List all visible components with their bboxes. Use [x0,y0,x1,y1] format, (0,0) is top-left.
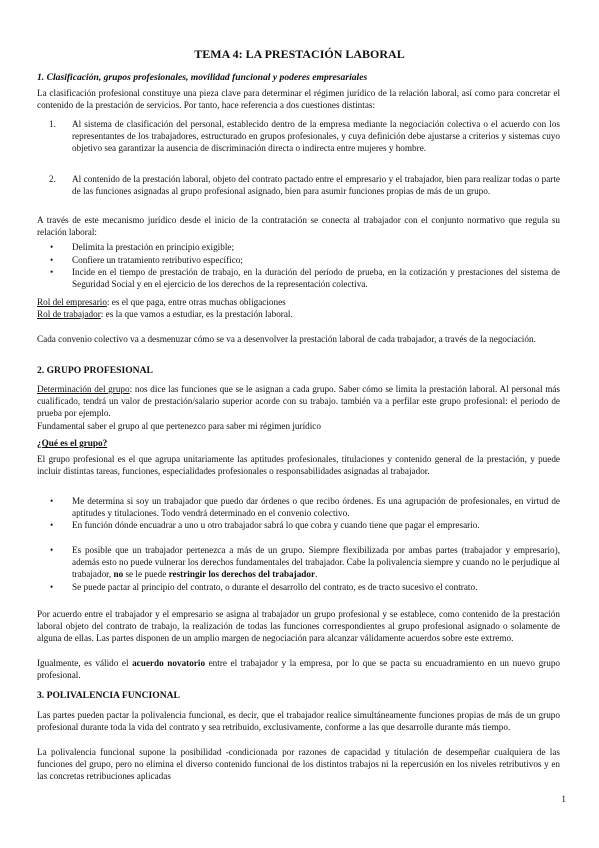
rol-trabajador-label: Rol de trabajador [37,309,101,319]
bullet-bold-no: no [113,569,124,580]
definition-paragraph: El grupo profesional es el que agrupa unitariamente las aptitudes profesionales, titulaciones y contenido general de la prestación, y puede incluir distintas tareas, funciones, especialidades profesionales o responsabilidades asignadas al trabajador. [37,454,560,477]
bullet-item: Me determina si soy un trabajador que puedo dar órdenes o que recibo órdenes. Es una agrupación de profesionales, en virtud de aptitudes y titulaciones. Todo vendrá determinado en el convenio colectivo. [72,496,560,519]
polivalencia-paragraph-2: La polivalencia funcional supone la posibilidad -condicionada por razones de capacidad y titulación de desempeñar cualquiera de las funciones del grupo, pero no elimina el diverso contenido funcional de los distintos trabajos ni la repercusión en los niveles retributivos y en las concretas retribuciones aplicadas [37,747,560,782]
page-title: TEMA 4: LA PRESTACIÓN LABORAL [194,47,405,61]
bullet-item: Incide en el tiempo de prestación de trabajo, en la duración del período de prueba, en la cotización y prestaciones del sistema de Seguridad Social y en el ejercicio de los derechos de la representación colectiva. [72,267,560,290]
que-es-heading: ¿Qué es el grupo? [37,438,108,448]
bullet-item: En función dónde encuadrar a uno u otro trabajador sabrá lo que cobra y cuando tiene que pagar el empresario. [72,520,480,530]
fundamental-line: Fundamental saber el grupo al que pertenezco para saber mi régimen jurídico [37,421,321,431]
rol-trabajador-text: : es la que vamos a estudiar, es la prestación laboral. [100,309,293,319]
bullet-item: Delimita la prestación en principio exigible; [72,242,235,252]
bullet-item: Se puede pactar al principio del contrato, o durante el desarrollo del contrato, es de tracto sucesivo el contrato. [72,582,478,592]
mechanism-paragraph: A través de este mecanismo jurídico desde el inicio de la contratación se conecta al trabajador con el conjunto normativo que regula su relación laboral: [37,215,560,238]
bullet-text-part: se le puede [123,569,169,580]
novatorio-text: Igualmente, es válido el [37,658,133,668]
acuerdo-paragraph: Por acuerdo entre el trabajador y el empresario se asigna al trabajador un grupo profesional y se establece, como contenido de la prestación laboral objeto del contrato de trabajo, la realización de todas las funciones correspondientes al grupo profesional asignado o solamente de alguna de ellas. Las partes disponen de un amplio margen de negociación para alcanzar válidamente acuerdos sobre este extremo. [37,609,560,644]
section-1-intro: La clasificación profesional constituye una pieza clave para determinar el régimen jurídico de la relación laboral, así como para concretar el contenido de la prestación de servicios. Por tanto, hace referencia a dos cuestiones distintas: [37,88,560,111]
bullet-icon: • [50,496,54,506]
novatorio-bold: acuerdo novatorio [132,658,206,668]
bullet-text-part: Es posible que un trabajador pertenezca a más de un grupo. Siempre flexibilizada por ambas partes (trabajador y empresario), además esto no puede vulnerar los derechos fundamentales del trabajador. Cabe la polivalencia siempre y cuando no le perjudique al trabajador, [72,545,560,580]
list-item: Al contenido de la prestación laboral, objeto del contrato pactado entre el empresario y el trabajador, bien para realizar todas o parte de las funciones asignadas al grupo profesional asignado, bien para asumir funciones propias de más de un grupo. [72,174,560,197]
determinacion-label: Determinación del grupo [37,384,130,394]
list-number: 1. [49,119,56,129]
determinacion-text: : nos dice las funciones que se le asignan a cada grupo. Saber cómo se limita la prestación laboral. Al personal más cualificado, tendrá un valor de prestación/salario superior acorde con su trabajo. también va a perfilar este grupo profesional: el periodo de prueba por ejemplo. [37,384,560,419]
bullet-icon: • [50,582,54,592]
section-1-heading [37,72,560,84]
polivalencia-paragraph-1: Las partes pueden pactar la polivalencia funcional, es decir, que el trabajador realice simultáneamente funciones propias de más de un grupo profesional durante toda la vida del contrato y sea retribuido, exclusivamente, conforme a las que desarrolle durante más tiempo. [37,710,560,733]
bullet-icon: • [50,255,54,265]
rol-empresario-label: Rol del empresario [37,297,107,307]
list-number: 2. [49,174,56,184]
rol-trabajador [37,308,560,320]
determinacion-paragraph [37,383,560,419]
rol-empresario [37,296,560,308]
rol-empresario-text: : es el que paga, entre otras muchas obligaciones [106,297,286,307]
section-2-heading: 2. GRUPO PROFESIONAL [37,365,153,376]
bullet-item [72,544,560,580]
section-3-heading: 3. POLIVALENCIA FUNCIONAL [37,690,180,701]
bullet-item: Confiere un tratamiento retributivo específico; [72,255,243,265]
novatorio-text: entre el trabajador y la empresa, por lo que se pacta su encuadramiento en un nuevo grupo profesional. [37,658,561,681]
novatorio-paragraph [37,657,560,681]
bullet-icon: • [50,242,54,252]
bullet-icon: • [50,545,54,555]
convenio-paragraph: Cada convenio colectivo va a desmenuzar cómo se va a desenvolver la prestación laboral de cada trabajador, a través de la negociación. [37,334,536,344]
section-1-heading-text: 1. Clasificación, grupos profesionales, movilidad funcional y poderes empresariales [37,72,368,83]
bullet-bold-text: restringir los derechos del trabajador [168,569,316,580]
page-number: 1 [561,794,566,804]
bullet-text-part: . [315,569,318,580]
bullet-icon: • [50,267,54,277]
bullet-icon: • [50,520,54,530]
list-item: Al sistema de clasificación del personal, establecido dentro de la empresa mediante la negociación colectiva o el acuerdo con los representantes de los trabajadores, estructurado en grupos profesionales, y cuya definición debe ajustarse a criterios y sistemas cuyo objetivo sea garantizar la ausencia de discriminación directa o indirecta entre mujeres y hombre. [72,119,560,154]
